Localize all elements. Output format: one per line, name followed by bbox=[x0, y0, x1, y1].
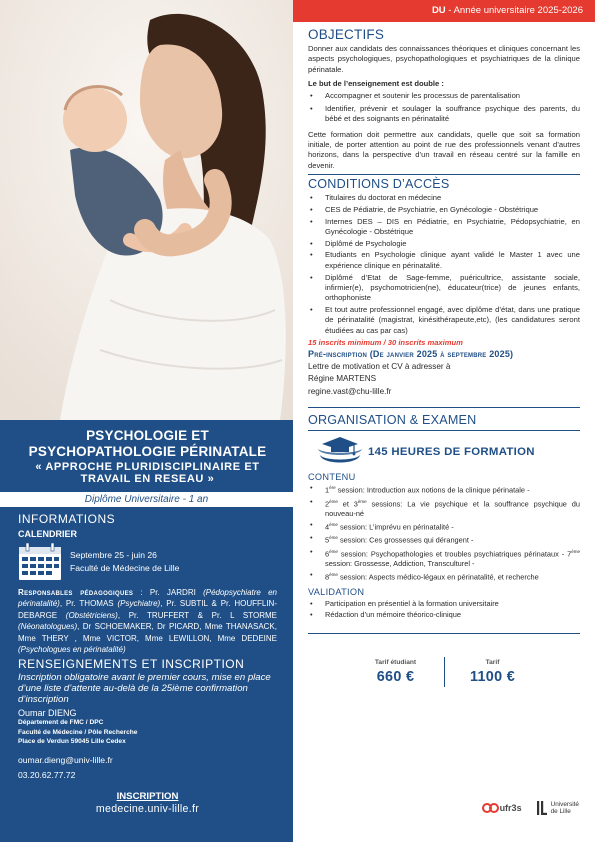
logos bbox=[482, 800, 579, 816]
resp-p2-role: (Obstétriciens) bbox=[65, 610, 118, 620]
calendar-row bbox=[18, 543, 277, 581]
renseignements-heading: RENSEIGNEMENTS ET INSCRIPTION bbox=[18, 657, 245, 672]
session-item: • 6ème session: Psychopathologies et troubles psychiatriques périnataux - 7ème session: Grossesse, Addiction, Transculturel - bbox=[308, 547, 580, 569]
condition-item: • Diplômé d’Etat de Sage-femme, puéricultrice, assistante sociale, infirmier(e), psychomotricien(ne), éducateur(trice) de jeunes enfants, orthophoniste bbox=[308, 273, 580, 304]
condition-item: • Etudiants en Psychologie clinique ayant validé le Master 1 avec une expérience clinique en périnatalité. bbox=[308, 250, 580, 271]
student-price-label: Tarif étudiant bbox=[374, 659, 417, 667]
preinscription-heading: Pré-inscription (De janvier 2025 à septembre 2025) bbox=[308, 348, 514, 359]
conditions-list bbox=[308, 193, 580, 336]
resp-p4-name: Dr SCHOEMAKER, Dr PICARD, Mme THANASACK, Mme THERY , Mme VICTOR, Mme LEWILLON, Mme DEDEINE bbox=[18, 622, 277, 643]
contenu-heading: CONTENU bbox=[308, 471, 356, 482]
universite-lille-logo bbox=[536, 800, 579, 816]
condition-item: • Et tout autre professionnel engagé, avec diplôme d’état, dans une pratique de périnatalité (magistrat, kinésithérapeute,etc), (les candidatures seront étudiées au cas par cas) bbox=[308, 305, 580, 336]
organisation-heading: ORGANISATION & EXAMEN bbox=[308, 412, 477, 427]
contact-email[interactable]: oumar.dieng@univ-lille.fr bbox=[18, 754, 113, 765]
validation-list bbox=[308, 599, 580, 620]
resp-p1-role: (Psychiatre) bbox=[117, 599, 161, 609]
course-dates: Septembre 25 - juin 26 bbox=[70, 550, 157, 560]
contact-block bbox=[18, 708, 277, 779]
left-column bbox=[0, 0, 293, 842]
condition-item: • CES de Pédiatrie, de Psychiatrie, en Gynécologie - Obstétrique bbox=[308, 205, 580, 215]
goal-item: • Identifier, prévenir et soulager la souffrance psychique des parents, du bébé et des soignants en périnatalité bbox=[308, 104, 580, 125]
resp-p4-role: (Psychologues en périnatalité) bbox=[18, 645, 126, 655]
enrollment-limit: 15 inscrits minimum / 30 inscrits maximum bbox=[308, 337, 463, 347]
contact-address: Place de Verdun 59045 Lille Cedex bbox=[18, 738, 126, 746]
graduation-cap-icon bbox=[316, 435, 364, 469]
preinscription-email[interactable]: regine.vast@chu-lille.fr bbox=[308, 387, 392, 397]
preinscription-details: Lettre de motivation et CV à adresser à Régine MARTENS regine.vast@chu-lille.fr bbox=[308, 361, 580, 399]
calendar-icon bbox=[18, 543, 62, 581]
contact-name: Oumar DIENG bbox=[18, 708, 77, 719]
condition-item: • Diplômé de Psychologie bbox=[308, 239, 580, 249]
resp-p2-name: Pr. SUBTIL & Pr. HOUFFLIN-DEBARGE bbox=[18, 599, 277, 620]
resp-p3-role: (Néonatologues) bbox=[18, 622, 78, 632]
resp-p1-name: Pr. THOMAS bbox=[65, 599, 118, 609]
inscription-note: Inscription obligatoire avant le premier cours, mise en place d’une liste d’attente au-delà de la 25ième confirmation d’inscription bbox=[18, 672, 271, 706]
resp-p0-role: (Pédopsychiatre en périnatalité) bbox=[18, 588, 278, 609]
inscription-link-url[interactable]: medecine.univ-lille.fr bbox=[95, 802, 200, 815]
top-banner bbox=[293, 0, 595, 22]
student-price: 660 € bbox=[376, 669, 415, 686]
condition-item: • Titulaires du doctorat en médecine bbox=[308, 193, 580, 203]
responsables-pedagogiques: Responsables pédagogiques : Pr. JARDRI (Pédopsychiatre en périnatalité), Pr. THOMAS (Psychiatre), Pr. SUBTIL & Pr. HOUFFLIN-DEBARGE (Obstétriciens), Pr. TRUFFERT & Pr. L STORME (Néonatologues), Dr SCHOEMAKER, Dr PICARD, Mme THANASACK, Mme THERY , Mme VICTOR, Mme LEWILLON, Mme DEDEINE (Psychologues en périnatalité) bbox=[18, 588, 278, 655]
year-text: - Année universitaire 2025-2026 bbox=[445, 5, 583, 16]
sessions-list bbox=[308, 483, 580, 582]
diploma-band: Diplôme Universitaire - 1 an bbox=[0, 492, 293, 507]
session-item: • 5ème session: Ces grossesses qui dérangent - bbox=[308, 533, 580, 545]
pricing bbox=[308, 654, 580, 690]
contact-dept2: Faculté de Médecine / Pôle Recherche bbox=[18, 728, 138, 736]
objectifs-goal-label: Le but de l’enseignement est double : bbox=[308, 78, 444, 88]
training-hours: 145 HEURES DE FORMATION bbox=[368, 445, 535, 458]
course-title: PSYCHOLOGIE ET PSYCHOPATHOLOGIE PÉRINATALE bbox=[28, 428, 267, 459]
course-subtitle: « APPROCHE PLURIDISCIPLINAIRE ET TRAVAIL EN RESEAU » bbox=[35, 461, 260, 485]
conditions-heading: CONDITIONS D’ACCÈS bbox=[308, 177, 450, 192]
univ-line1: Université bbox=[550, 800, 579, 808]
student-price-block bbox=[348, 659, 444, 685]
condition-item: • Internes DES – DIS en Pédiatrie, en Psychiatrie, Pédopsychiatrie, en Gynécologie - Obstétrique bbox=[308, 217, 580, 238]
inscription-link-block bbox=[18, 791, 277, 815]
resp-label: Responsables pédagogiques bbox=[18, 588, 134, 597]
univ-lille-mark-icon bbox=[536, 800, 548, 816]
standard-price-label: Tarif bbox=[485, 659, 500, 667]
resp-p0-name: Pr. JARDRI bbox=[149, 588, 204, 597]
ufr3s-logo bbox=[482, 801, 522, 815]
info-panel bbox=[0, 420, 293, 842]
mother-baby-photo bbox=[0, 0, 293, 420]
objectifs-goals bbox=[308, 91, 580, 125]
contact-dept1: Département de FMC / DPC bbox=[18, 719, 104, 727]
session-item: • 8ème session: Aspects médico-légaux en périnatalité, et recherche bbox=[308, 570, 580, 582]
standard-price-block bbox=[445, 659, 541, 685]
hours-row bbox=[308, 435, 580, 469]
objectifs-rule bbox=[308, 174, 580, 176]
session-item: • 2ème et 3ème sessions: La vie psychique et la souffrance psychique du nouveau-né bbox=[308, 497, 580, 519]
ufr3s-text: ufr3s bbox=[499, 803, 522, 813]
session-item: • 1ère session: Introduction aux notions de la clinique périnatale - bbox=[308, 483, 580, 495]
objectifs-intro: Donner aux candidats des connaissances théoriques et cliniques concernant les aspects psychologiques, psychopathologiques et psychiatriques de la clinique périnatale. bbox=[308, 44, 580, 74]
session-item: • 4ème session: L’imprévu en périnatalité - bbox=[308, 520, 580, 532]
right-content bbox=[293, 27, 595, 690]
objectifs-heading: OBJECTIFS bbox=[308, 27, 385, 42]
right-column bbox=[293, 0, 595, 842]
goal-item: • Accompagner et soutenir les processus de parentalisation bbox=[308, 91, 580, 101]
du-label: DU bbox=[431, 5, 446, 16]
validation-item: • Participation en présentiel à la formation universitaire bbox=[308, 599, 580, 609]
informations-heading: INFORMATIONS bbox=[18, 512, 116, 526]
validation-item: • Rédaction d’un mémoire théorico-clinique bbox=[308, 610, 580, 620]
conditions-rule bbox=[308, 407, 580, 408]
course-place: Faculté de Médecine de Lille bbox=[70, 563, 180, 573]
validation-rule bbox=[308, 633, 580, 634]
standard-price: 1100 € bbox=[469, 669, 516, 686]
resp-p3-name: Pr. TRUFFERT & Pr. L STORME bbox=[128, 610, 277, 620]
mother-baby-illustration bbox=[0, 0, 293, 420]
objectifs-outro: Cette formation doit permettre aux candidats, quelle que soit sa formation initiale, de porter attention au point de rue des professionnels venant d’autres horizons, dans la perspective d’un travail en réseau centré sur la famille en devenir. bbox=[308, 129, 580, 170]
calendar-text bbox=[70, 549, 179, 575]
inscription-link-title[interactable]: INSCRIPTION bbox=[116, 790, 179, 802]
ufr3s-mark-icon bbox=[482, 801, 500, 815]
organisation-rule bbox=[308, 430, 580, 431]
univ-line2: de Lille bbox=[550, 808, 571, 815]
contact-phone: 03.20.62.77.72 bbox=[18, 769, 76, 780]
calendar-heading: CALENDRIER bbox=[18, 529, 78, 539]
validation-heading: VALIDATION bbox=[308, 587, 365, 598]
